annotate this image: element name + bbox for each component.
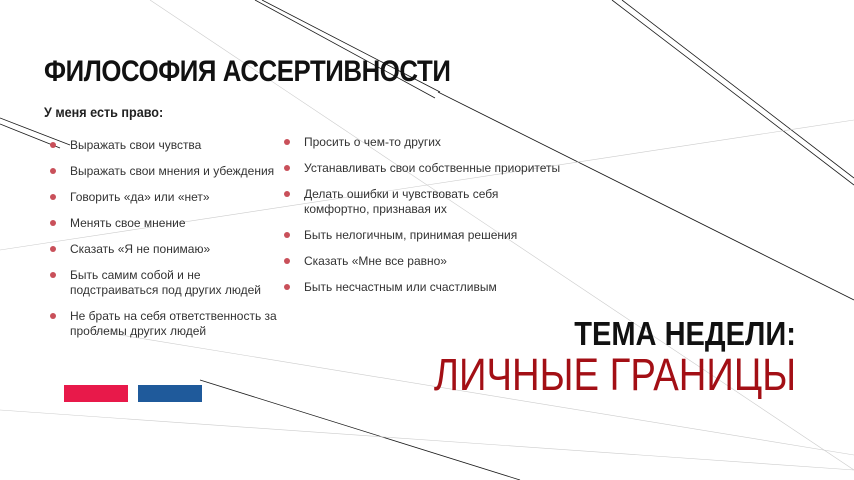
rights-list-right [282,135,562,306]
list-item: Просить о чем-то других [282,135,562,150]
list-item: Говорить «да» или «нет» [48,190,283,205]
list-item: Устанавливать свои собственные приоритеты [282,161,562,176]
slide-title: ФИЛОСОФИЯ АССЕРТИВНОСТИ [44,55,451,88]
bullet-icon [50,220,56,226]
rights-list-left [48,138,283,350]
bullet-icon [50,142,56,148]
week-theme-name: ЛИЧНЫЕ ГРАНИЦЫ [433,349,796,400]
bullet-icon [284,139,290,145]
list-item: Менять свое мнение [48,216,283,231]
bullet-icon [284,258,290,264]
list-item: Делать ошибки и чувствовать себя комфортно, признавая их [282,187,562,217]
blue-accent-bar [138,385,202,402]
bullet-icon [50,272,56,278]
red-accent-bar [64,385,128,402]
list-item: Сказать «Я не понимаю» [48,242,283,257]
list-item: Выражать свои чувства [48,138,283,153]
list-item: Быть нелогичным, принимая решения [282,228,562,243]
list-item: Выражать свои мнения и убеждения [48,164,283,179]
list-item: Быть несчастным или счастливым [282,280,562,295]
bullet-icon [50,246,56,252]
bullet-icon [50,194,56,200]
rights-subtitle: У меня есть право: [44,104,164,120]
week-theme-label: ТЕМА НЕДЕЛИ: [574,315,796,352]
list-item: Не брать на себя ответственность за проблемы других людей [48,309,283,339]
bullet-icon [284,165,290,171]
bullet-icon [50,168,56,174]
bullet-icon [284,284,290,290]
list-item: Быть самим собой и не подстраиваться под других людей [48,268,283,298]
bullet-icon [50,313,56,319]
bullet-icon [284,232,290,238]
bullet-icon [284,191,290,197]
list-item: Сказать «Мне все равно» [282,254,562,269]
